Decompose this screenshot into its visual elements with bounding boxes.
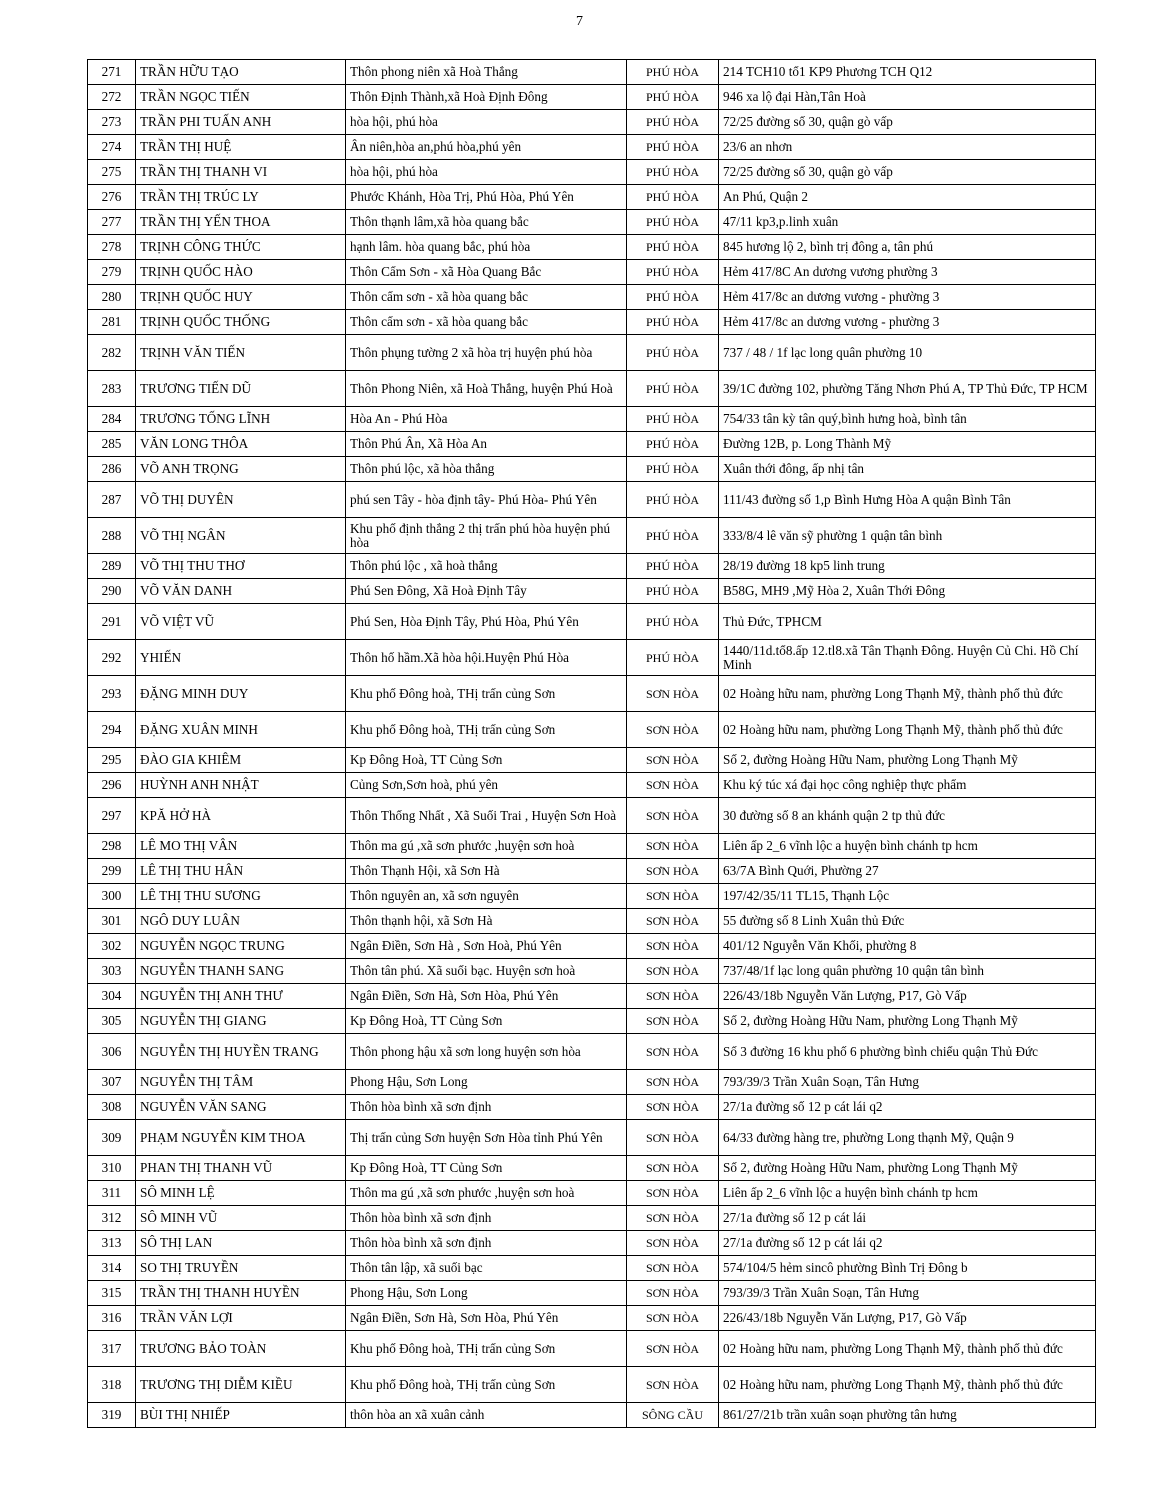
row-number-cell: 308	[88, 1095, 136, 1120]
current-address-cell: 861/27/21b trần xuân soạn phường tân hưng	[719, 1403, 1096, 1428]
row-number-cell: 296	[88, 773, 136, 798]
hometown-cell: Phú Sen, Hòa Định Tây, Phú Hòa, Phú Yên	[346, 604, 627, 640]
student-name-cell: LÊ MO THỊ VÂN	[136, 834, 346, 859]
row-number-cell: 294	[88, 712, 136, 748]
student-name-cell: NGUYỄN THỊ GIANG	[136, 1009, 346, 1034]
row-number-cell: 303	[88, 959, 136, 984]
table-row	[88, 1120, 1096, 1156]
hometown-cell: phú sen Tây - hòa định tây- Phú Hòa- Phú Yên	[346, 482, 627, 518]
current-address-cell: 23/6 an nhơn	[719, 135, 1096, 160]
hometown-cell: Thôn phú lộc, xã hòa thắng	[346, 457, 627, 482]
district-cell: PHÚ HÒA	[627, 371, 719, 407]
hometown-cell: Hòa An - Phú Hòa	[346, 407, 627, 432]
current-address-cell: 47/11 kp3,p.linh xuân	[719, 210, 1096, 235]
student-roster-table	[87, 59, 1096, 1428]
row-number-cell: 273	[88, 110, 136, 135]
row-number-cell: 317	[88, 1331, 136, 1367]
current-address-cell: 27/1a đường số 12 p cát lái	[719, 1206, 1096, 1231]
table-row	[88, 579, 1096, 604]
table-row	[88, 1206, 1096, 1231]
current-address-cell: 737/48/1f lạc long quân phường 10 quận tân bình	[719, 959, 1096, 984]
row-number-cell: 314	[88, 1256, 136, 1281]
district-cell: PHÚ HÒA	[627, 160, 719, 185]
hometown-cell: Thôn phú lộc , xã hoà thắng	[346, 554, 627, 579]
current-address-cell: 39/1C đường 102, phường Tăng Nhơn Phú A, TP Thủ Đức, TP HCM	[719, 371, 1096, 407]
student-name-cell: PHAN THỊ THANH VŨ	[136, 1156, 346, 1181]
district-cell: PHÚ HÒA	[627, 604, 719, 640]
current-address-cell: 1440/11d.tổ8.ấp 12.tl8.xã Tân Thạnh Đông. Huyện Củ Chi. Hồ Chí Minh	[719, 640, 1096, 676]
hometown-cell: Thôn phong hậu xã sơn long huyện sơn hòa	[346, 1034, 627, 1070]
table-row	[88, 1256, 1096, 1281]
hometown-cell: Thôn Cẩm Sơn - xã Hòa Quang Bắc	[346, 260, 627, 285]
table-row	[88, 934, 1096, 959]
row-number-cell: 304	[88, 984, 136, 1009]
table-row	[88, 457, 1096, 482]
current-address-cell: B58G, MH9 ,Mỹ Hòa 2, Xuân Thới Đông	[719, 579, 1096, 604]
student-name-cell: VÕ THỊ DUYÊN	[136, 482, 346, 518]
student-name-cell: NGUYỄN NGỌC TRUNG	[136, 934, 346, 959]
row-number-cell: 297	[88, 798, 136, 834]
student-name-cell: TRẦN THỊ YẾN THOA	[136, 210, 346, 235]
hometown-cell: Ân niên,hòa an,phú hòa,phú yên	[346, 135, 627, 160]
current-address-cell: 333/8/4 lê văn sỹ phường 1 quận tân bình	[719, 518, 1096, 554]
current-address-cell: Đường 12B, p. Long Thành Mỹ	[719, 432, 1096, 457]
district-cell: PHÚ HÒA	[627, 432, 719, 457]
student-name-cell: BÙI THỊ NHIẾP	[136, 1403, 346, 1428]
district-cell: PHÚ HÒA	[627, 185, 719, 210]
current-address-cell: 27/1a đường số 12 p cát lái q2	[719, 1231, 1096, 1256]
table-row	[88, 884, 1096, 909]
row-number-cell: 286	[88, 457, 136, 482]
table-row	[88, 185, 1096, 210]
student-name-cell: ĐẶNG MINH DUY	[136, 676, 346, 712]
district-cell: SƠN HÒA	[627, 859, 719, 884]
table-row	[88, 310, 1096, 335]
current-address-cell: 02 Hoàng hữu nam, phường Long Thạnh Mỹ, thành phố thủ đức	[719, 712, 1096, 748]
student-name-cell: TRỊNH QUỐC HUY	[136, 285, 346, 310]
current-address-cell: Liên ấp 2_6 vĩnh lộc a huyện bình chánh tp hcm	[719, 1181, 1096, 1206]
hometown-cell: Phong Hậu, Sơn Long	[346, 1281, 627, 1306]
row-number-cell: 295	[88, 748, 136, 773]
row-number-cell: 299	[88, 859, 136, 884]
district-cell: SƠN HÒA	[627, 1256, 719, 1281]
district-cell: SƠN HÒA	[627, 748, 719, 773]
hometown-cell: Thôn ma gú ,xã sơn phước ,huyện sơn hoà	[346, 1181, 627, 1206]
student-name-cell: TRỊNH CÔNG THỨC	[136, 235, 346, 260]
district-cell: SƠN HÒA	[627, 1095, 719, 1120]
hometown-cell: thôn hòa an xã xuân cảnh	[346, 1403, 627, 1428]
district-cell: SƠN HÒA	[627, 1331, 719, 1367]
current-address-cell: Hẻm 417/8c an dương vương - phường 3	[719, 285, 1096, 310]
table-row	[88, 554, 1096, 579]
row-number-cell: 285	[88, 432, 136, 457]
hometown-cell: Củng Sơn,Sơn hoà, phú yên	[346, 773, 627, 798]
row-number-cell: 284	[88, 407, 136, 432]
row-number-cell: 278	[88, 235, 136, 260]
current-address-cell: 72/25 đường số 30, quận gò vấp	[719, 160, 1096, 185]
district-cell: PHÚ HÒA	[627, 260, 719, 285]
row-number-cell: 271	[88, 60, 136, 85]
current-address-cell: 737 / 48 / 1f lạc long quân phường 10	[719, 335, 1096, 371]
table-row	[88, 110, 1096, 135]
current-address-cell: 793/39/3 Trần Xuân Soạn, Tân Hưng	[719, 1070, 1096, 1095]
table-row	[88, 1403, 1096, 1428]
current-address-cell: Số 2, đường Hoàng Hữu Nam, phường Long Thạnh Mỹ	[719, 1009, 1096, 1034]
district-cell: SƠN HÒA	[627, 1367, 719, 1403]
row-number-cell: 309	[88, 1120, 136, 1156]
current-address-cell: An Phú, Quận 2	[719, 185, 1096, 210]
hometown-cell: Thôn Định Thành,xã Hoà Định Đông	[346, 85, 627, 110]
table-row	[88, 712, 1096, 748]
row-number-cell: 287	[88, 482, 136, 518]
student-name-cell: TRẦN THỊ HUỆ	[136, 135, 346, 160]
district-cell: SƠN HÒA	[627, 773, 719, 798]
current-address-cell: 754/33 tân kỳ tân quý,bình hưng hoà, bình tân	[719, 407, 1096, 432]
hometown-cell: Kp Đông Hoà, TT Củng Sơn	[346, 748, 627, 773]
student-name-cell: TRẦN NGỌC TIẾN	[136, 85, 346, 110]
table-row	[88, 640, 1096, 676]
table-row	[88, 285, 1096, 310]
row-number-cell: 300	[88, 884, 136, 909]
current-address-cell: 63/7A Bình Quới, Phường 27	[719, 859, 1096, 884]
student-name-cell: VĂN LONG THÔA	[136, 432, 346, 457]
current-address-cell: Hẻm 417/8c an dương vương - phường 3	[719, 310, 1096, 335]
hometown-cell: Thôn hòa bình xã sơn định	[346, 1095, 627, 1120]
table-row	[88, 1181, 1096, 1206]
district-cell: PHÚ HÒA	[627, 518, 719, 554]
current-address-cell: Thủ Đức, TPHCM	[719, 604, 1096, 640]
district-cell: SƠN HÒA	[627, 798, 719, 834]
page-number: 7	[576, 14, 583, 29]
student-name-cell: VÕ VIỆT VŨ	[136, 604, 346, 640]
student-name-cell: TRẦN THỊ TRÚC LY	[136, 185, 346, 210]
table-row	[88, 432, 1096, 457]
hometown-cell: Kp Đông Hoà, TT Củng Sơn	[346, 1009, 627, 1034]
district-cell: SƠN HÒA	[627, 909, 719, 934]
district-cell: SƠN HÒA	[627, 676, 719, 712]
student-name-cell: TRẦN THỊ THANH HUYỀN	[136, 1281, 346, 1306]
row-number-cell: 316	[88, 1306, 136, 1331]
student-name-cell: ĐÀO GIA KHIÊM	[136, 748, 346, 773]
student-name-cell: YHIẾN	[136, 640, 346, 676]
table-row	[88, 85, 1096, 110]
table-row	[88, 1070, 1096, 1095]
row-number-cell: 275	[88, 160, 136, 185]
student-name-cell: TRẦN VĂN LỢI	[136, 1306, 346, 1331]
hometown-cell: Thôn Thạnh Hội, xã Sơn Hà	[346, 859, 627, 884]
hometown-cell: Thôn cẩm sơn - xã hòa quang bắc	[346, 310, 627, 335]
district-cell: SƠN HÒA	[627, 959, 719, 984]
row-number-cell: 281	[88, 310, 136, 335]
current-address-cell: 214 TCH10 tổ1 KP9 Phương TCH Q12	[719, 60, 1096, 85]
hometown-cell: Ngân Điền, Sơn Hà, Sơn Hòa, Phú Yên	[346, 984, 627, 1009]
table-row	[88, 909, 1096, 934]
row-number-cell: 311	[88, 1181, 136, 1206]
row-number-cell: 274	[88, 135, 136, 160]
district-cell: PHÚ HÒA	[627, 210, 719, 235]
row-number-cell: 310	[88, 1156, 136, 1181]
student-name-cell: TRƯƠNG BẢO TOÀN	[136, 1331, 346, 1367]
district-cell: SƠN HÒA	[627, 1009, 719, 1034]
current-address-cell: 28/19 đường 18 kp5 linh trung	[719, 554, 1096, 579]
hometown-cell: Ngân Điền, Sơn Hà, Sơn Hòa, Phú Yên	[346, 1306, 627, 1331]
row-number-cell: 306	[88, 1034, 136, 1070]
current-address-cell: 197/42/35/11 TL15, Thạnh Lộc	[719, 884, 1096, 909]
hometown-cell: Phước Khánh, Hòa Trị, Phú Hòa, Phú Yên	[346, 185, 627, 210]
hometown-cell: Thôn hòa bình xã sơn định	[346, 1231, 627, 1256]
student-name-cell: TRỊNH VĂN TIẾN	[136, 335, 346, 371]
student-name-cell: NGUYỄN VĂN SANG	[136, 1095, 346, 1120]
row-number-cell: 313	[88, 1231, 136, 1256]
student-name-cell: TRẦN HỮU TẠO	[136, 60, 346, 85]
table-row	[88, 210, 1096, 235]
current-address-cell: Số 3 đường 16 khu phố 6 phường bình chiểu quận Thủ Đức	[719, 1034, 1096, 1070]
district-cell: SƠN HÒA	[627, 1120, 719, 1156]
district-cell: SƠN HÒA	[627, 1306, 719, 1331]
table-row	[88, 984, 1096, 1009]
student-name-cell: NGÔ DUY LUÂN	[136, 909, 346, 934]
student-name-cell: PHẠM NGUYỄN KIM THOA	[136, 1120, 346, 1156]
table-row	[88, 335, 1096, 371]
current-address-cell: 793/39/3 Trần Xuân Soạn, Tân Hưng	[719, 1281, 1096, 1306]
row-number-cell: 307	[88, 1070, 136, 1095]
row-number-cell: 305	[88, 1009, 136, 1034]
row-number-cell: 312	[88, 1206, 136, 1231]
student-name-cell: TRẦN PHI TUẤN ANH	[136, 110, 346, 135]
district-cell: PHÚ HÒA	[627, 110, 719, 135]
hometown-cell: Thôn phụng tường 2 xã hòa trị huyện phú hòa	[346, 335, 627, 371]
district-cell: SÔNG CẦU	[627, 1403, 719, 1428]
hometown-cell: Thôn hố hầm.Xã hòa hội.Huyện Phú Hòa	[346, 640, 627, 676]
district-cell: SƠN HÒA	[627, 984, 719, 1009]
district-cell: PHÚ HÒA	[627, 640, 719, 676]
current-address-cell: Liên ấp 2_6 vĩnh lộc a huyện bình chánh tp hcm	[719, 834, 1096, 859]
district-cell: SƠN HÒA	[627, 712, 719, 748]
district-cell: SƠN HÒA	[627, 834, 719, 859]
row-number-cell: 302	[88, 934, 136, 959]
hometown-cell: Thị trấn củng Sơn huyện Sơn Hòa tỉnh Phú Yên	[346, 1120, 627, 1156]
table-row	[88, 1009, 1096, 1034]
district-cell: PHÚ HÒA	[627, 407, 719, 432]
district-cell: PHÚ HÒA	[627, 60, 719, 85]
district-cell: SƠN HÒA	[627, 1281, 719, 1306]
student-name-cell: SÔ MINH LỆ	[136, 1181, 346, 1206]
hometown-cell: Thôn Thống Nhất , Xã Suối Trai , Huyện Sơn Hoà	[346, 798, 627, 834]
student-name-cell: VÕ THỊ NGÂN	[136, 518, 346, 554]
hometown-cell: Thôn tân phú. Xã suối bạc. Huyện sơn hoà	[346, 959, 627, 984]
current-address-cell: 30 đường số 8 an khánh quận 2 tp thủ đức	[719, 798, 1096, 834]
district-cell: SƠN HÒA	[627, 884, 719, 909]
hometown-cell: Thôn phong niên xã Hoà Thắng	[346, 60, 627, 85]
hometown-cell: Ngân Điền, Sơn Hà , Sơn Hoà, Phú Yên	[346, 934, 627, 959]
current-address-cell: 574/104/5 hẻm sincô phường Bình Trị Đông b	[719, 1256, 1096, 1281]
row-number-cell: 276	[88, 185, 136, 210]
table-row	[88, 371, 1096, 407]
hometown-cell: Thôn Phong Niên, xã Hoà Thắng, huyện Phú Hoà	[346, 371, 627, 407]
student-name-cell: VÕ THỊ THU THƠ	[136, 554, 346, 579]
current-address-cell: Số 2, đường Hoàng Hữu Nam, phường Long Thạnh Mỹ	[719, 748, 1096, 773]
hometown-cell: Thôn cẩm sơn - xã hòa quang bắc	[346, 285, 627, 310]
student-name-cell: HUỲNH ANH NHẬT	[136, 773, 346, 798]
student-name-cell: SO THỊ TRUYỀN	[136, 1256, 346, 1281]
table-row	[88, 1331, 1096, 1367]
district-cell: PHÚ HÒA	[627, 457, 719, 482]
current-address-cell: 72/25 đường số 30, quận gò vấp	[719, 110, 1096, 135]
table-row	[88, 1306, 1096, 1331]
table-row	[88, 518, 1096, 554]
hometown-cell: Thôn hòa bình xã sơn định	[346, 1206, 627, 1231]
current-address-cell: 946 xa lộ đại Hàn,Tân Hoà	[719, 85, 1096, 110]
district-cell: PHÚ HÒA	[627, 310, 719, 335]
student-name-cell: TRƯƠNG TỐNG LĨNH	[136, 407, 346, 432]
district-cell: SƠN HÒA	[627, 1181, 719, 1206]
district-cell: PHÚ HÒA	[627, 554, 719, 579]
hometown-cell: Khu phố Đông hoà, THị trấn củng Sơn	[346, 1367, 627, 1403]
district-cell: PHÚ HÒA	[627, 235, 719, 260]
row-number-cell: 293	[88, 676, 136, 712]
student-name-cell: KPĂ HỞ HÀ	[136, 798, 346, 834]
table-row	[88, 482, 1096, 518]
student-name-cell: TRẦN THỊ THANH VI	[136, 160, 346, 185]
row-number-cell: 282	[88, 335, 136, 371]
student-name-cell: NGUYỄN THANH SANG	[136, 959, 346, 984]
hometown-cell: Thôn nguyên an, xã sơn nguyên	[346, 884, 627, 909]
hometown-cell: Kp Đông Hoà, TT Củng Sơn	[346, 1156, 627, 1181]
student-name-cell: TRƯƠNG TIẾN DŨ	[136, 371, 346, 407]
student-name-cell: NGUYỄN THỊ TÂM	[136, 1070, 346, 1095]
hometown-cell: Thôn tân lập, xã suối bạc	[346, 1256, 627, 1281]
current-address-cell: 02 Hoàng hữu nam, phường Long Thạnh Mỹ, thành phố thủ đức	[719, 676, 1096, 712]
table-row	[88, 834, 1096, 859]
row-number-cell: 283	[88, 371, 136, 407]
student-name-cell: TRỊNH QUỐC HÀO	[136, 260, 346, 285]
current-address-cell: 111/43 đường số 1,p Bình Hưng Hòa A quận Bình Tân	[719, 482, 1096, 518]
hometown-cell: Thôn ma gú ,xã sơn phước ,huyện sơn hoà	[346, 834, 627, 859]
row-number-cell: 292	[88, 640, 136, 676]
student-name-cell: NGUYỄN THỊ ANH THƯ	[136, 984, 346, 1009]
row-number-cell: 319	[88, 1403, 136, 1428]
row-number-cell: 280	[88, 285, 136, 310]
current-address-cell: 226/43/18b Nguyễn Văn Lượng, P17, Gò Vấp	[719, 1306, 1096, 1331]
table-row	[88, 260, 1096, 285]
district-cell: SƠN HÒA	[627, 1206, 719, 1231]
row-number-cell: 291	[88, 604, 136, 640]
row-number-cell: 289	[88, 554, 136, 579]
hometown-cell: hạnh lâm. hòa quang bắc, phú hòa	[346, 235, 627, 260]
row-number-cell: 277	[88, 210, 136, 235]
hometown-cell: Thôn thạnh hội, xã Sơn Hà	[346, 909, 627, 934]
district-cell: PHÚ HÒA	[627, 482, 719, 518]
table-row	[88, 959, 1096, 984]
district-cell: PHÚ HÒA	[627, 285, 719, 310]
current-address-cell: Xuân thới đông, ấp nhị tân	[719, 457, 1096, 482]
row-number-cell: 298	[88, 834, 136, 859]
row-number-cell: 301	[88, 909, 136, 934]
district-cell: SƠN HÒA	[627, 934, 719, 959]
current-address-cell: Số 2, đường Hoàng Hữu Nam, phường Long Thạnh Mỹ	[719, 1156, 1096, 1181]
table-row	[88, 859, 1096, 884]
roster-body	[88, 60, 1096, 1428]
district-cell: SƠN HÒA	[627, 1034, 719, 1070]
district-cell: SƠN HÒA	[627, 1231, 719, 1256]
table-row	[88, 676, 1096, 712]
row-number-cell: 272	[88, 85, 136, 110]
district-cell: SƠN HÒA	[627, 1070, 719, 1095]
student-name-cell: VÕ VĂN DANH	[136, 579, 346, 604]
current-address-cell: 845 hương lộ 2, bình trị đông a, tân phú	[719, 235, 1096, 260]
current-address-cell: 02 Hoàng hữu nam, phường Long Thạnh Mỹ, thành phố thủ đức	[719, 1367, 1096, 1403]
hometown-cell: Phong Hậu, Sơn Long	[346, 1070, 627, 1095]
current-address-cell: 226/43/18b Nguyễn Văn Lượng, P17, Gò Vấp	[719, 984, 1096, 1009]
row-number-cell: 315	[88, 1281, 136, 1306]
student-name-cell: LÊ THỊ THU HÂN	[136, 859, 346, 884]
hometown-cell: hòa hội, phú hòa	[346, 160, 627, 185]
hometown-cell: Khu phố Đông hoà, THị trấn củng Sơn	[346, 712, 627, 748]
district-cell: PHÚ HÒA	[627, 135, 719, 160]
table-row	[88, 407, 1096, 432]
current-address-cell: 401/12 Nguyễn Văn Khối, phường 8	[719, 934, 1096, 959]
row-number-cell: 288	[88, 518, 136, 554]
student-name-cell: SÔ MINH VŨ	[136, 1206, 346, 1231]
table-row	[88, 135, 1096, 160]
row-number-cell: 290	[88, 579, 136, 604]
student-name-cell: TRỊNH QUỐC THỐNG	[136, 310, 346, 335]
district-cell: SƠN HÒA	[627, 1156, 719, 1181]
hometown-cell: Phú Sen Đông, Xã Hoà Định Tây	[346, 579, 627, 604]
table-row	[88, 1281, 1096, 1306]
hometown-cell: Khu phố Đông hoà, THị trấn củng Sơn	[346, 1331, 627, 1367]
table-row	[88, 1095, 1096, 1120]
hometown-cell: Thôn thạnh lâm,xã hòa quang bắc	[346, 210, 627, 235]
student-name-cell: VÕ ANH TRỌNG	[136, 457, 346, 482]
current-address-cell: 55 đường số 8 Linh Xuân thủ Đức	[719, 909, 1096, 934]
hometown-cell: Khu phố Đông hoà, THị trấn củng Sơn	[346, 676, 627, 712]
table-row	[88, 604, 1096, 640]
student-name-cell: TRƯƠNG THỊ DIỄM KIỀU	[136, 1367, 346, 1403]
current-address-cell: Khu ký túc xá đại học công nghiệp thực phẩm	[719, 773, 1096, 798]
current-address-cell: 27/1a đường số 12 p cát lái q2	[719, 1095, 1096, 1120]
hometown-cell: hòa hội, phú hòa	[346, 110, 627, 135]
hometown-cell: Thôn Phú Ân, Xã Hòa An	[346, 432, 627, 457]
current-address-cell: 64/33 đường hàng tre, phường Long thạnh Mỹ, Quận 9	[719, 1120, 1096, 1156]
hometown-cell: Khu phố định thắng 2 thị trấn phú hòa huyện phú hòa	[346, 518, 627, 554]
current-address-cell: 02 Hoàng hữu nam, phường Long Thạnh Mỹ, thành phố thủ đức	[719, 1331, 1096, 1367]
table-row	[88, 160, 1096, 185]
district-cell: PHÚ HÒA	[627, 85, 719, 110]
table-row	[88, 60, 1096, 85]
student-name-cell: NGUYỄN THỊ HUYỀN TRANG	[136, 1034, 346, 1070]
table-row	[88, 235, 1096, 260]
district-cell: PHÚ HÒA	[627, 579, 719, 604]
row-number-cell: 318	[88, 1367, 136, 1403]
table-row	[88, 798, 1096, 834]
row-number-cell: 279	[88, 260, 136, 285]
table-row	[88, 773, 1096, 798]
student-name-cell: SÔ THỊ LAN	[136, 1231, 346, 1256]
student-name-cell: ĐẶNG XUÂN MINH	[136, 712, 346, 748]
table-row	[88, 1156, 1096, 1181]
student-name-cell: LÊ THỊ THU SƯƠNG	[136, 884, 346, 909]
table-row	[88, 748, 1096, 773]
table-row	[88, 1367, 1096, 1403]
table-row	[88, 1231, 1096, 1256]
district-cell: PHÚ HÒA	[627, 335, 719, 371]
current-address-cell: Hẻm 417/8C An dương vương phường 3	[719, 260, 1096, 285]
table-row	[88, 1034, 1096, 1070]
